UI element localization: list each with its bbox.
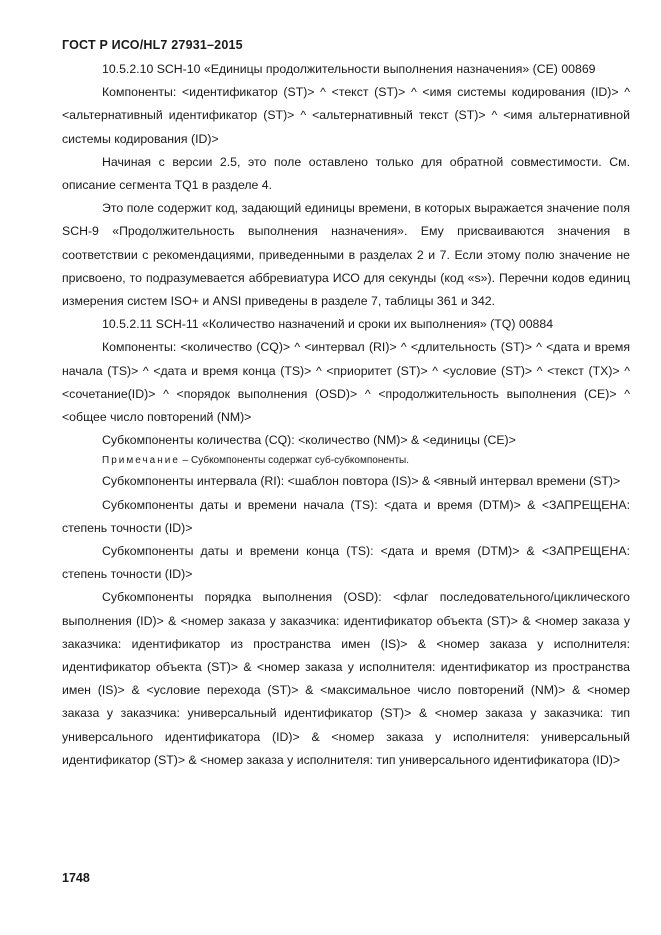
paragraph-sch-10-components: Компоненты: <идентификатор (ST)> ^ <текст (ST)> ^ <имя системы кодирования (ID)> ^ <альтернативный идентификатор (ST)> ^ <альтернативный текст (ST)> ^ <имя альтернативной системы кодирования (ID)> bbox=[62, 85, 630, 146]
document-body bbox=[62, 58, 630, 772]
note-label: Примечание bbox=[102, 455, 180, 467]
paragraph-cq-subcomponents: Субкомпоненты количества (CQ): <количество (NM)> & <единицы (CE)> bbox=[102, 433, 516, 448]
paragraph-start-ts-subcomponents: Субкомпоненты даты и времени начала (TS): <дата и время (DTM)> & <ЗАПРЕЩЕНА: степень точности (ID)> bbox=[62, 497, 630, 535]
paragraph-sch-10-description: Это поле содержит код, задающий единицы времени, в которых выражается значение поля SCH-9 «Продолжительность выполнения назначения». Ему присваиваются значения в соответствии с рекомендациями, приведенными в разделах 2 и 7. Если этому полю значение не присвоено, то подразумевается аббревиатура ИСО для секунды (код «s»). Перечни кодов единиц измерения систем ISO+ и ANSI приведены в разделе 7, таблицы 361 и 342. bbox=[62, 201, 630, 309]
section-heading-sch-10: 10.5.2.10 SCH-10 «Единицы продолжительности выполнения назначения» (CE) 00869 bbox=[102, 62, 596, 76]
paragraph-osd-subcomponents: Субкомпоненты порядка выполнения (OSD): <флаг последовательного/циклического выполнения (ID)> & <номер заказа у заказчика: идентификатор объекта (ST)> & <номер заказа у заказчика: идентификатор из пространства имен (IS)> & <номер заказа у исполнителя: идентификатор объекта (ST)> & <номер заказа у исполнителя: идентификатор из пространства имен (IS)> & <условие перехода (ST)> & <максимальное число повторений (NM)> & <номер заказа у заказчика: универсальный идентификатор (ST)> & <номер заказа у заказчика: тип универсального идентификатора (ID)> & <номер заказа у исполнителя: универсальный идентификатор (ST)> & <номер заказа у исполнителя: тип универсального идентификатора (ID)> bbox=[62, 590, 630, 767]
paragraph-end-ts-subcomponents: Субкомпоненты даты и времени конца (TS): <дата и время (DTM)> & <ЗАПРЕЩЕНА: степень точности (ID)> bbox=[62, 544, 630, 582]
paragraph-ri-subcomponents: Субкомпоненты интервала (RI): <шаблон повтора (IS)> & <явный интервал времени (ST)> bbox=[102, 474, 621, 489]
page-number: 1748 bbox=[62, 871, 90, 885]
paragraph-sch-11-components: Компоненты: <количество (CQ)> ^ <интервал (RI)> ^ <длительность (ST)> ^ <дата и время начала (TS)> ^ <дата и время конца (TS)> ^ <приоритет (ST)> ^ <условие (ST)> ^ <текст (TX)> ^ <сочетание(ID)> ^ <порядок выполнения (OSD)> ^ <продолжительность выполнения (CE)> ^ <общее число повторений (NM)> bbox=[62, 340, 630, 425]
document-page bbox=[62, 38, 630, 772]
document-header: ГОСТ Р ИСО/HL7 27931–2015 bbox=[62, 38, 243, 52]
note-text: – Субкомпоненты содержат суб-субкомпоненты. bbox=[179, 455, 409, 467]
section-heading-sch-11: 10.5.2.11 SCH-11 «Количество назначений и сроки их выполнения» (TQ) 00884 bbox=[102, 317, 554, 332]
paragraph-backward-compatibility: Начиная с версии 2.5, это поле оставлено только для обратной совместимости. См. описание сегмента TQ1 в разделе 4. bbox=[62, 154, 630, 193]
note bbox=[62, 452, 630, 470]
